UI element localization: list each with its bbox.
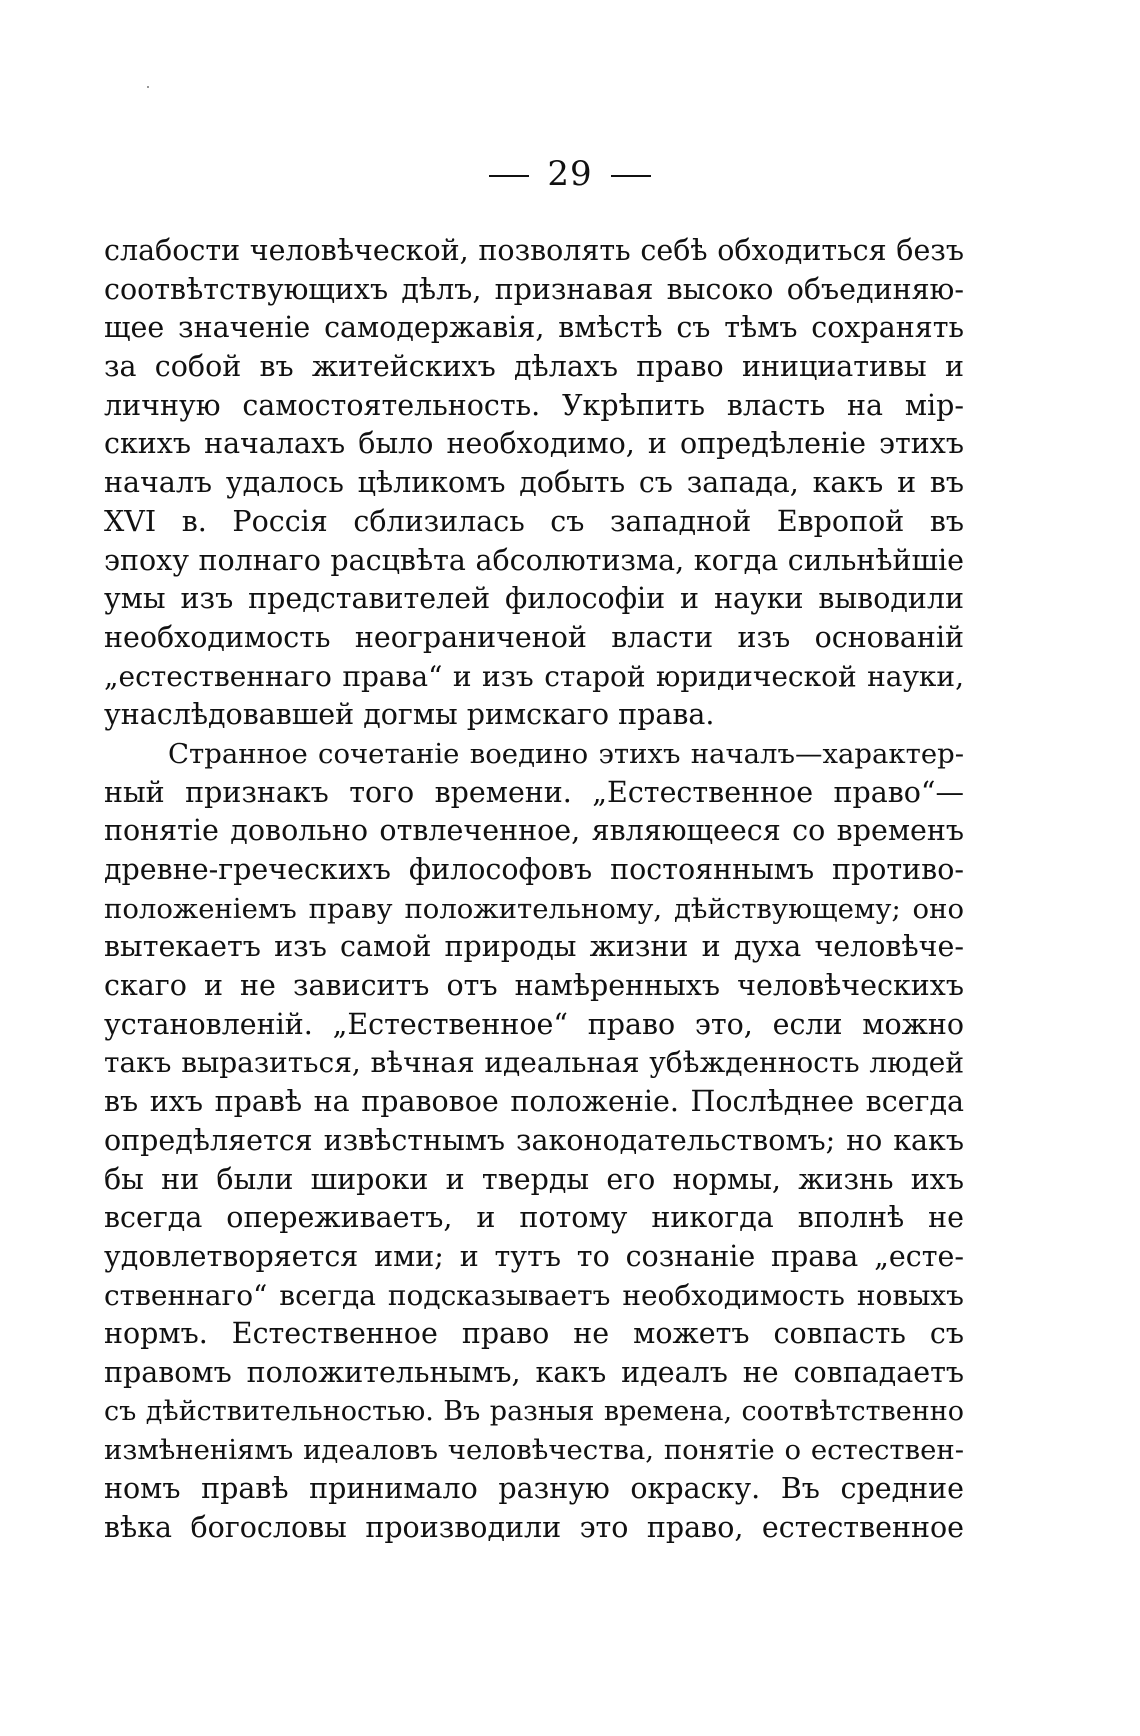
text-line: слабости человѣческой, позволять себѣ обходиться безъ: [104, 234, 964, 267]
text-line: удовлетворяется ими; и тутъ то сознанiе права „есте-: [104, 1239, 964, 1273]
text-line: понятiе довольно отвлеченное, являющееся со временъ: [104, 814, 964, 848]
text-line: эпоху полнаго расцвѣта абсолютизма, когда сильнѣйшiе: [104, 543, 964, 577]
paragraph-2: [104, 735, 964, 1547]
text-line: измѣненiямъ идеаловъ человѣчества, понятiе о естествен-: [104, 1434, 964, 1467]
dash-right: [611, 175, 651, 177]
text-line: номъ правѣ принимало разную окраску. Въ средние: [104, 1472, 964, 1505]
text-line: съ дѣйствительностью. Въ разныя времена, соотвѣтственно: [104, 1395, 964, 1427]
text-line: правомъ положительнымъ, какъ идеалъ не совпадаетъ: [104, 1355, 964, 1389]
page-number-header: [0, 154, 1140, 194]
text-line: положенiемъ праву положительному, дѣйствующему; оно: [104, 892, 964, 925]
text-line: умы изъ представителей философiи и науки выводили: [104, 582, 964, 616]
text-line: личную самостоятельность. Укрѣпить власть на мiр-: [104, 388, 964, 422]
dash-left: [489, 175, 529, 177]
text-line: щее значенiе самодержавiя, вмѣстѣ съ тѣмъ сохранять: [104, 311, 964, 345]
text-line: началъ удалось цѣликомъ добыть съ запада, какъ и въ: [104, 466, 964, 500]
text-line: въ ихъ правѣ на правовое положенiе. Послѣднее всегда: [104, 1085, 964, 1119]
text-line: опредѣляется извѣстнымъ законодательствомъ; но какъ: [104, 1123, 964, 1157]
text-line: установленiй. „Естественное“ право это, если можно: [104, 1007, 964, 1041]
text-line: нормъ. Естественное право не можетъ совпасть съ: [104, 1317, 964, 1351]
text-line: Странное сочетанiе воедино этихъ началъ—характер-: [168, 737, 964, 770]
text-line: вѣка богословы производили это право, естественное: [104, 1510, 964, 1544]
text-line: необходимость неограниченой власти изъ основанiй: [104, 620, 964, 654]
text-line: „естественнаго права“ и изъ старой юридической науки,: [104, 659, 964, 693]
paragraph-1: [104, 232, 964, 735]
text-line: XVI в. Россiя сблизилась съ западной Европой въ: [104, 504, 964, 538]
text-line: ственнаго“ всегда подсказываетъ необходимость новыхъ: [104, 1278, 964, 1312]
body-text: [104, 232, 964, 1547]
text-line: соотвѣтствующихъ дѣлъ, признавая высоко объединяю-: [104, 272, 964, 306]
text-line: такъ выразиться, вѣчная идеальная убѣжденность людей: [104, 1046, 964, 1080]
text-line: унаслѣдовавшей догмы римскаго права.: [104, 698, 715, 732]
text-line: всегда опереживаетъ, и потому никогда вполнѣ не: [104, 1201, 964, 1235]
text-line: бы ни были широки и тверды его нормы, жизнь ихъ: [104, 1162, 964, 1196]
text-line: ный признакъ того времени. „Естественное право“—: [104, 775, 964, 809]
text-line: скихъ началахъ было необходимо, и опредѣленiе этихъ: [104, 427, 964, 461]
text-line: за собой въ житейскихъ дѣлахъ право инициативы и: [104, 350, 964, 384]
text-line: древне-греческихъ философовъ постояннымъ противо-: [104, 853, 964, 886]
page-number: 29: [547, 154, 593, 194]
text-line: скаго и не зависитъ отъ намѣренныхъ человѣческихъ: [104, 969, 964, 1003]
print-speck: [147, 86, 149, 88]
text-line: вытекаетъ изъ самой природы жизни и духа человѣче-: [104, 930, 964, 964]
